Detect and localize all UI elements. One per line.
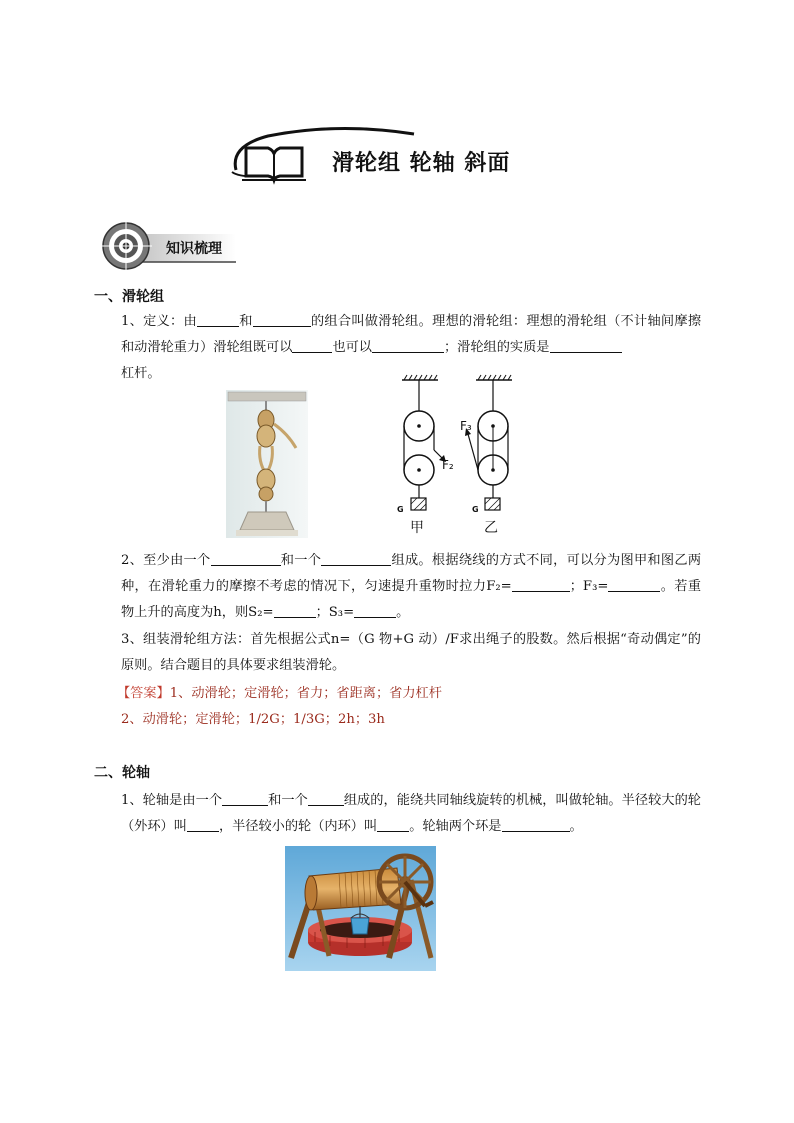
section-heading: 二、轮轴 bbox=[94, 765, 150, 781]
definition-paragraph: 1、定义：由 和 的组合叫做滑轮组。理想的滑轮组：理想的滑轮组（不计轴间摩擦和动滑轮重力）滑轮组既可以 也可以 ；滑轮组的实质是 杠杆。 bbox=[121, 314, 702, 381]
label-g-yi: G bbox=[472, 505, 479, 514]
pulley-photo bbox=[226, 390, 308, 538]
answer-tag: 【答案】 bbox=[117, 686, 170, 701]
section-banner-label: 知识梳理 bbox=[166, 241, 222, 257]
label-g-jia: G bbox=[397, 505, 404, 514]
composition-paragraph: 2、至少由一个 和一个 组成。根据绕线的方式不同，可以分为图甲和图乙两种，在滑轮重力的摩擦不考虑的情况下，匀速提升重物时拉力F₂= ；F₃= 。若重物上升的高度为h，则S₂= ；S₃= 。 bbox=[121, 553, 702, 620]
label-f2: F₂ bbox=[442, 458, 454, 472]
answer-line-1: 【答案】1、动滑轮；定滑轮；省力；省距离；省力杠杆 bbox=[117, 686, 442, 701]
wheel-axle-paragraph: 1、轮轴是由一个 和一个 组成的，能绕共同轴线旋转的机械，叫做轮轴。半径较大的轮（外环）叫 ，半径较小的轮（内环）叫 。轮轴两个环是 。 bbox=[121, 793, 701, 834]
label-yi: 乙 bbox=[484, 520, 498, 536]
section-heading: 一、滑轮组 bbox=[94, 289, 164, 305]
label-jia: 甲 bbox=[410, 520, 424, 536]
windlass-illustration bbox=[285, 846, 436, 971]
answer-line-2: 2、动滑轮；定滑轮；1/2G；1/3G；2h；3h bbox=[121, 712, 385, 727]
label-f3: F₃ bbox=[460, 419, 472, 433]
assembly-paragraph: 3、组装滑轮组方法：首先根据公式n=（G 物+G 动）/F求出绳子的股数。然后根据“奇动偶定”的原则。结合题目的具体要求组装滑轮。 bbox=[121, 632, 701, 673]
pulley-diagram bbox=[394, 372, 524, 542]
page-title: 滑轮组 轮轴 斜面 bbox=[332, 151, 511, 176]
